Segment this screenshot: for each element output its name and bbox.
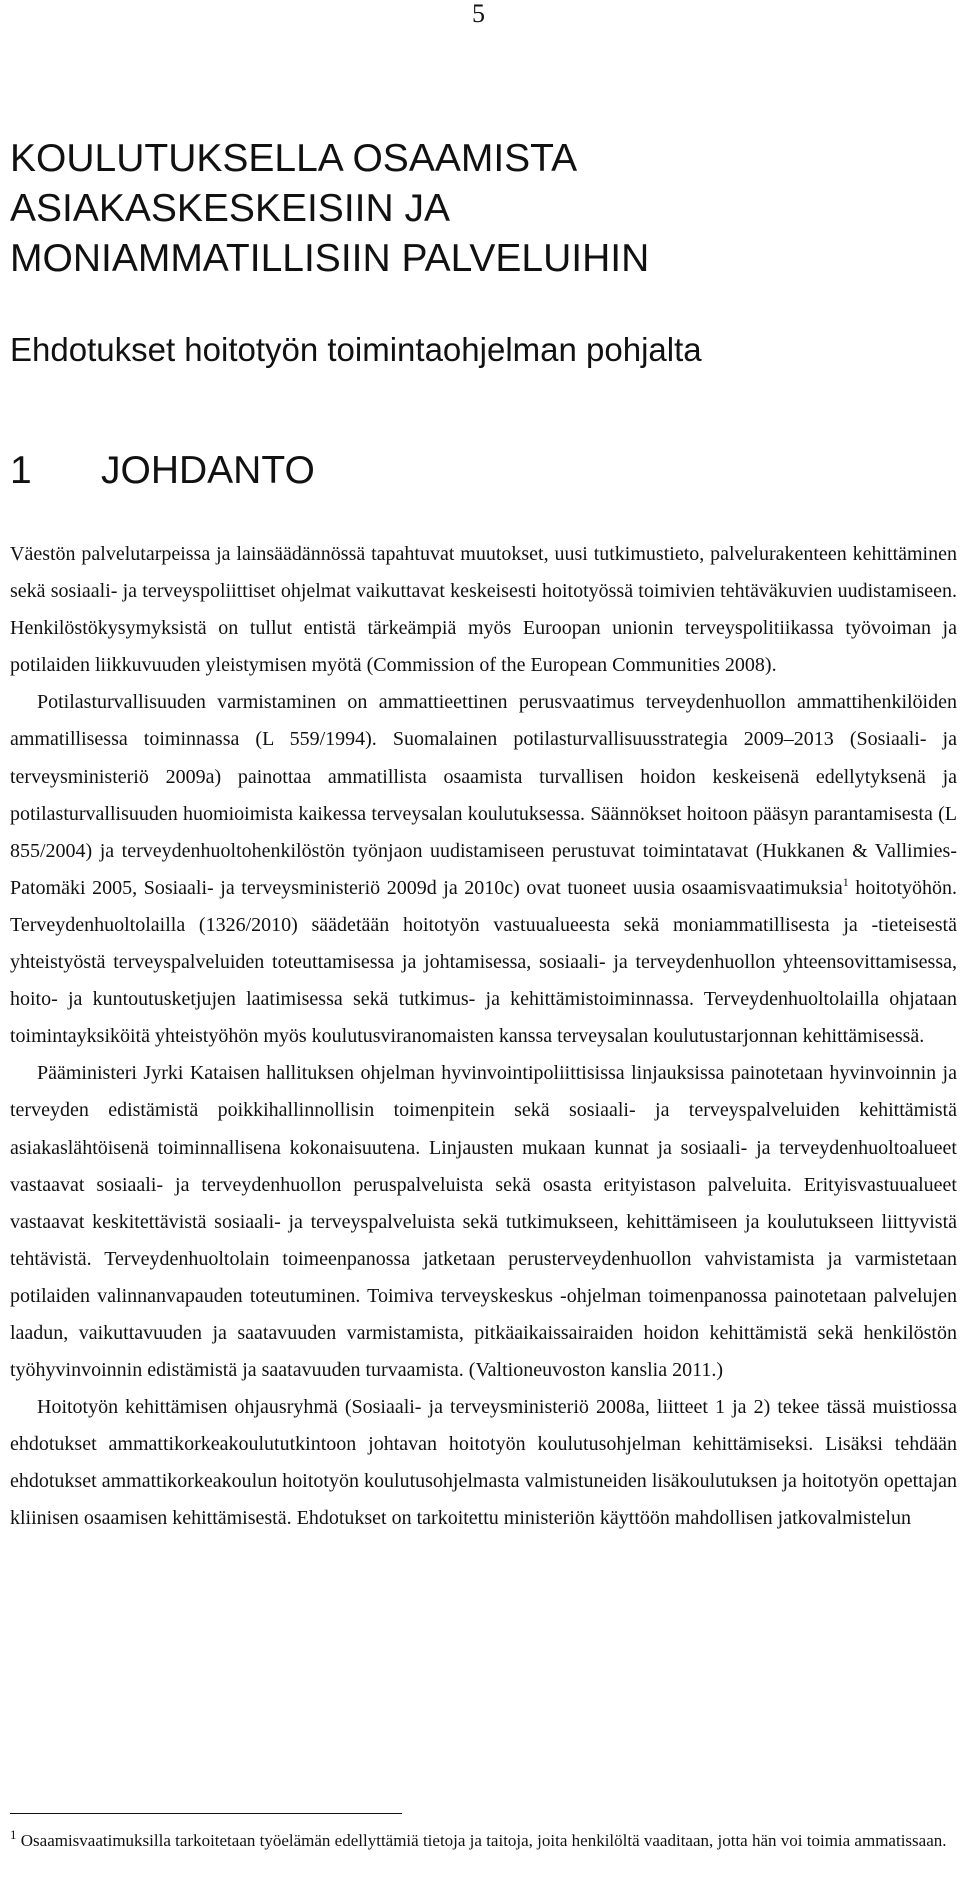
- document-subtitle: Ehdotukset hoitotyön toimintaohjelman pohjalta: [10, 331, 702, 368]
- page-number: 5: [472, 0, 485, 28]
- paragraph-4-text: Hoitotyön kehittämisen ohjausryhmä (Sosiaali- ja terveysministeriö 2008a, liitteet 1 ja 2) tekee tässä muistiossa ehdotukset ammattikorkeakoulututkintoon johtavan hoitotyön koulutusohjelman kehittämiseksi. Lisäksi tehdään ehdotukset ammattikorkeakoulun hoitotyön koulutusohjelmasta valmistuneiden lisäkoulutuksen ja hoitotyön opettajan kliinisen osaamisen kehittämisestä. Ehdotukset on tarkoitettu ministeriön käyttöön mahdollisen jatkovalmistelun: [10, 1396, 957, 1530]
- footnote-text: Osaamisvaatimuksilla tarkoitetaan työelämän edellyttämiä tietoja ja taitoja, joita henkilöltä vaaditaan, jotta hän voi toimia ammatissaan.: [16, 1831, 947, 1850]
- paragraph-1-text: Väestön palvelutarpeissa ja lainsäädännössä tapahtuvat muutokset, uusi tutkimustieto, palvelurakenteen kehittäminen sekä sosiaali- ja terveyspoliittiset ohjelmat vaikuttavat keskeisesti hoitotyössä toimivien tehtäväkuvien uudistamiseen. Henkilöstökysymyksistä on tullut entistä tärkeämpiä myös Euroopan unionin terveyspolitiikassa työvoiman ja potilaiden liikkuvuuden yleistymisen myötä (Commission of the European Communities 2008).: [10, 543, 957, 677]
- footnote-marker: 1: [10, 1827, 17, 1842]
- footnote-reference: 1: [842, 874, 849, 889]
- document-title: [10, 134, 910, 284]
- section-heading: [10, 446, 315, 496]
- paragraph-1: [10, 536, 957, 684]
- paragraph-2-text-a: Potilasturvallisuuden varmistaminen on ammattieettinen perusvaatimus terveydenhuollon ammattihenkilöiden ammatillisessa toiminnassa (L 559/1994). Suomalainen potilasturvallisuusstrategia 2009–2013 (Sosiaali- ja terveysministeriö 2009a) painottaa ammatillista osaamista turvallisen hoidon keskeisenä edellytyksenä ja potilasturvallisuuden huomioimista kaikessa terveysalan koulutuksessa. Säännökset hoitoon pääsyn parantamisesta (L 855/2004) ja terveydenhuoltohenkilöstön työnjaon uudistamiseen perustuvat toimintatavat (Hukkanen & Vallimies-Patomäki 2005, Sosiaali- ja terveysministeriö 2009d ja 2010c) ovat tuoneet uusia osaamisvaatimuksia: [10, 691, 957, 899]
- paragraph-3: [10, 1055, 957, 1389]
- paragraph-2-text-b: hoitotyöhön. Terveydenhuoltolailla (1326/2010) säädetään hoitotyön vastuualueesta sekä moniammatillisesta ja -tieteisestä yhteistyöstä terveyspalveluiden toteuttamisessa ja johtamisessa, sosiaali- ja terveydenhuollon yhteensovittamisessa, hoito- ja kuntoutusketjujen laatimisessa sekä tutkimus- ja kehittämistoiminnassa. Terveydenhuoltolailla ohjataan toimintayksiköitä yhteistyöhön myös koulutusviranomaisten kanssa terveysalan koulutustarjonnan kehittämisessä.: [10, 876, 957, 1048]
- paragraph-2: [10, 684, 957, 1055]
- title-line-2: ASIAKASKESKEISIIN JA: [10, 187, 451, 230]
- section-title: JOHDANTO: [101, 449, 315, 492]
- title-line-3: MONIAMMATILLISIIN PALVELUIHIN: [10, 237, 650, 280]
- paragraph-3-text: Pääministeri Jyrki Kataisen hallituksen ohjelman hyvinvointipoliittisissa linjauksissa painotetaan hyvinvoinnin ja terveyden edistämistä poikkihallinnollisin toimenpitein sekä sosiaali- ja terveyspalveluiden kehittämistä asiakaslähtöisenä toiminnallisena kokonaisuutena. Linjausten mukaan kunnat ja sosiaali- ja terveydenhuoltoalueet vastaavat sosiaali- ja terveydenhuollon peruspalveluista sekä osasta erityistason palveluita. Erityisvastuualueet vastaavat keskitettävistä sosiaali- ja terveyspalveluista sekä tutkimukseen, kehittämiseen ja koulutukseen liittyvistä tehtävistä. Terveydenhuoltolain toimeenpanossa jatketaan perusterveydenhuollon vahvistamista ja varmistetaan potilaiden valinnanvapauden toteutuminen. Toimiva terveyskeskus -ohjelman toimenpanossa painotetaan palvelujen laadun, vaikuttavuuden ja saatavuuden varmistamista, pitkäaikaissairaiden hoidon kehittämistä sekä henkilöstön työhyvinvoinnin edistämistä ja saatavuuden turvaamista. (Valtioneuvoston kanslia 2011.): [10, 1062, 957, 1382]
- footnote-divider: [10, 1813, 402, 1814]
- body-text: [10, 536, 957, 1538]
- title-line-1: KOULUTUKSELLA OSAAMISTA: [10, 137, 578, 180]
- paragraph-4: [10, 1389, 957, 1537]
- section-number: 1: [10, 449, 32, 492]
- footnote: [10, 1828, 957, 1853]
